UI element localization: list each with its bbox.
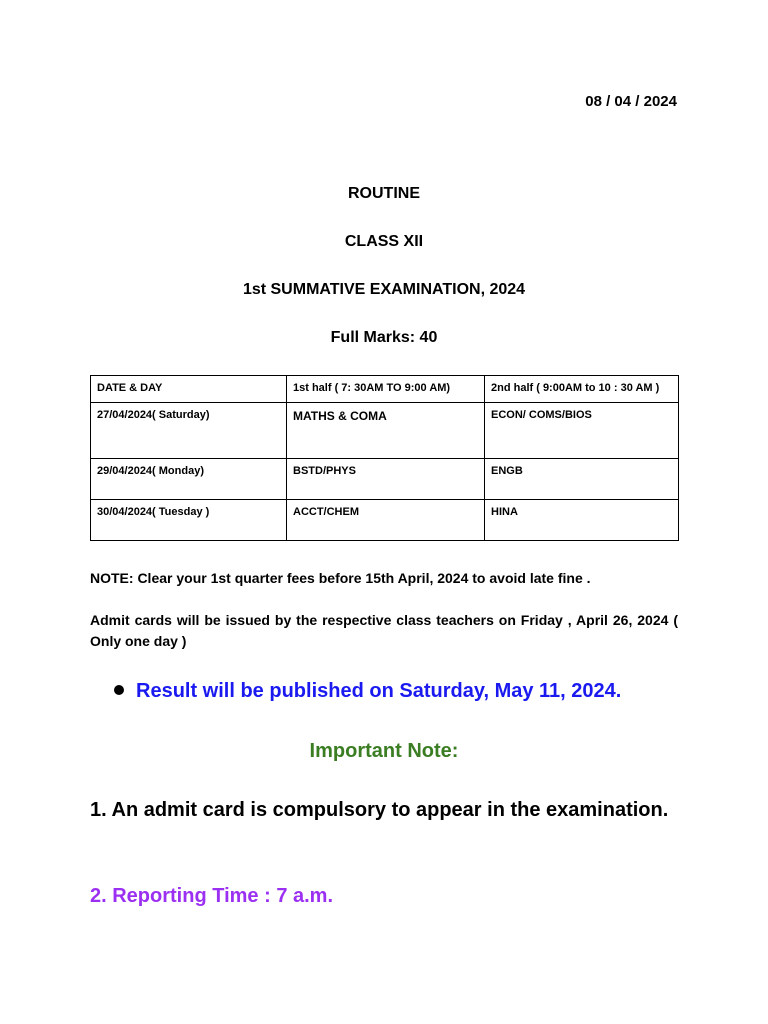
table-cell-date: 27/04/2024( Saturday) — [91, 403, 287, 459]
result-text: Result will be published on Saturday, May 11, 2024. — [136, 680, 622, 702]
table-cell-first-half: MATHS & COMA — [287, 403, 485, 459]
important-note-heading: Important Note: — [309, 740, 459, 762]
column-header-first-half: 1st half ( 7: 30AM TO 9:00 AM) — [287, 376, 485, 403]
routine-heading: ROUTINE — [348, 185, 420, 202]
table-cell-second-half: HINA — [485, 500, 679, 541]
reporting-time-point: 2. Reporting Time : 7 a.m. — [90, 885, 334, 907]
table-cell-date: 29/04/2024( Monday) — [91, 459, 287, 500]
column-header-date: DATE & DAY — [91, 376, 287, 403]
table-cell-first-half: BSTD/PHYS — [287, 459, 485, 500]
fees-note: NOTE: Clear your 1st quarter fees before 15th April, 2024 to avoid late fine . — [90, 570, 591, 586]
table-cell-first-half: ACCT/CHEM — [287, 500, 485, 541]
full-marks-heading: Full Marks: 40 — [330, 329, 438, 346]
table-row — [91, 500, 679, 541]
bullet-icon — [114, 685, 124, 695]
table-cell-date: 30/04/2024( Tuesday ) — [91, 500, 287, 541]
column-header-second-half: 2nd half ( 9:00AM to 10 : 30 AM ) — [485, 376, 679, 403]
table-row — [91, 403, 679, 459]
table-cell-second-half: ECON/ COMS/BIOS — [485, 403, 679, 459]
result-announcement — [114, 680, 621, 703]
table-header-row — [91, 376, 679, 403]
class-heading: CLASS XII — [344, 233, 424, 250]
admit-card-notice: Admit cards will be issued by the respective class teachers on Friday , April 26, 2024 ( Only one day ) — [90, 612, 678, 649]
notice-date: 08 / 04 / 2024 — [585, 93, 677, 110]
exam-heading: 1st SUMMATIVE EXAMINATION, 2024 — [242, 281, 526, 298]
admit-card-compulsory-point: 1. An admit card is compulsory to appear in the examination. — [90, 799, 669, 821]
exam-routine-table — [90, 375, 679, 541]
table-row — [91, 459, 679, 500]
table-cell-second-half: ENGB — [485, 459, 679, 500]
